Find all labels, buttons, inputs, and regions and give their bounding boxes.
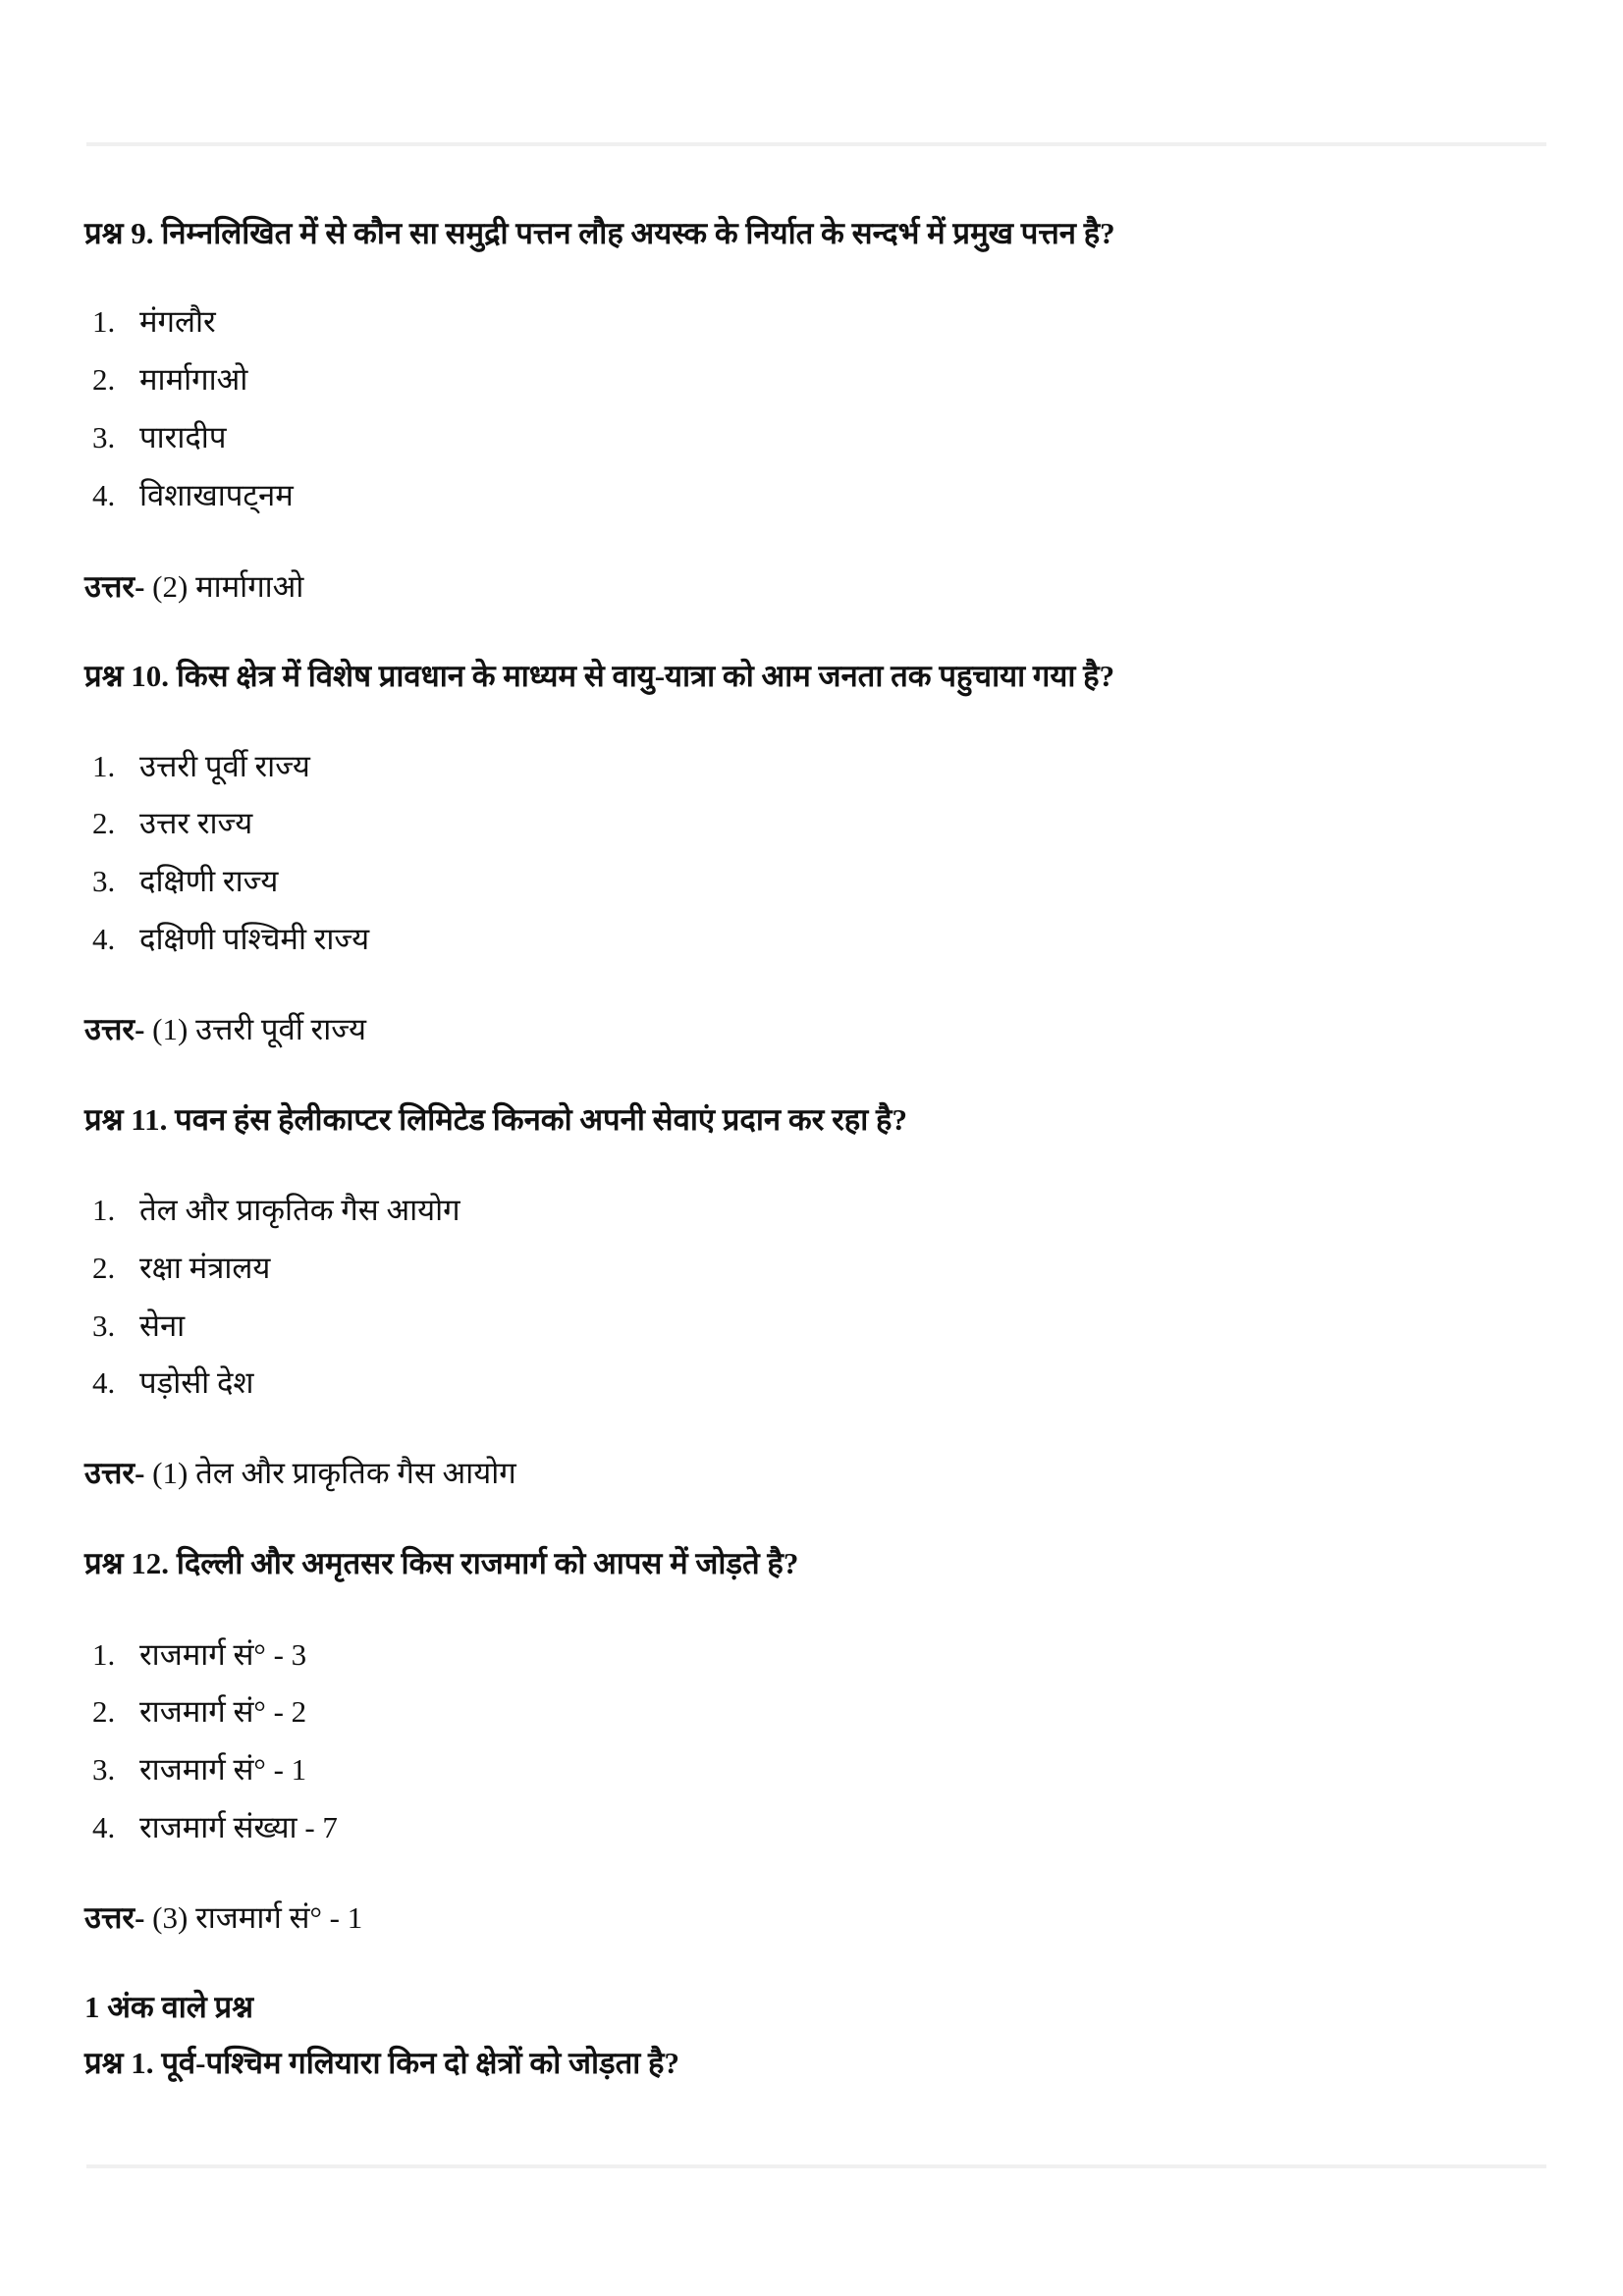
question-label: प्रश्न 9. (84, 216, 154, 250)
option: 4. पड़ोसी देश (92, 1365, 254, 1400)
section-heading: 1 अंक वाले प्रश्न (84, 1990, 254, 2024)
question-text: दिल्ली और अमृतसर किस राजमार्ग को आपस में जोड़ते है? (176, 1546, 799, 1580)
option: 1. मंगलौर (92, 304, 216, 339)
answer-9 (84, 567, 303, 607)
question-10 (84, 657, 1114, 696)
question-9 (84, 214, 1115, 253)
option: 3. पारादीप (92, 420, 227, 454)
answer-label: उत्तर- (84, 1012, 145, 1046)
option: 3. दक्षिणी राज्य (92, 864, 279, 898)
answer-label: उत्तर- (84, 569, 145, 604)
answer-text: (2) मार्मागाओ (152, 569, 304, 604)
bottom-divider (86, 2164, 1546, 2168)
option: 1. राजमार्ग सं° - 3 (92, 1637, 307, 1672)
answer-text: (3) राजमार्ग सं° - 1 (152, 1900, 363, 1935)
answer-10 (84, 1010, 366, 1049)
option: 2. रक्षा मंत्रालय (92, 1251, 271, 1285)
option: 4. दक्षिणी पश्चिमी राज्य (92, 922, 370, 956)
option: 4. विशाखापट्नम (92, 478, 294, 512)
answer-11 (84, 1454, 516, 1493)
question-text: निम्नलिखित में से कौन सा समुद्री पत्तन लौह अयस्क के निर्यात के सन्दर्भ में प्रमुख पत्तन है? (161, 216, 1115, 250)
option: 2. राजमार्ग सं° - 2 (92, 1694, 307, 1729)
question-label: प्रश्न 12. (84, 1546, 170, 1580)
question-12 (84, 1544, 798, 1583)
option: 2. उत्तर राज्य (92, 806, 253, 840)
question-label: प्रश्न 1. (84, 2046, 154, 2080)
question-text: किस क्षेत्र में विशेष प्रावधान के माध्यम से वायु-यात्रा को आम जनता तक पहुचाया गया है? (176, 659, 1115, 693)
option: 4. राजमार्ग संख्या - 7 (92, 1810, 338, 1844)
question-text: पवन हंस हेलीकाप्टर लिमिटेड किनको अपनी सेवाएं प्रदान कर रहा है? (175, 1102, 907, 1137)
option: 3. सेना (92, 1308, 186, 1343)
answer-text: (1) उत्तरी पूर्वी राज्य (152, 1012, 366, 1046)
option: 3. राजमार्ग सं° - 1 (92, 1752, 307, 1787)
option: 2. मार्मागाओ (92, 362, 248, 397)
question-1 (84, 2044, 679, 2083)
question-label: प्रश्न 10. (84, 659, 170, 693)
answer-12 (84, 1898, 362, 1938)
question-label: प्रश्न 11. (84, 1102, 168, 1137)
option: 1. उत्तरी पूर्वी राज्य (92, 749, 310, 783)
answer-text: (1) तेल और प्राकृतिक गैस आयोग (152, 1456, 516, 1490)
top-divider (86, 142, 1546, 146)
question-text: पूर्व-पश्चिम गलियारा किन दो क्षेत्रों को जोड़ता है? (161, 2046, 679, 2080)
answer-label: उत्तर- (84, 1456, 145, 1490)
option: 1. तेल और प्राकृतिक गैस आयोग (92, 1193, 460, 1227)
question-11 (84, 1100, 907, 1140)
answer-label: उत्तर- (84, 1900, 145, 1935)
